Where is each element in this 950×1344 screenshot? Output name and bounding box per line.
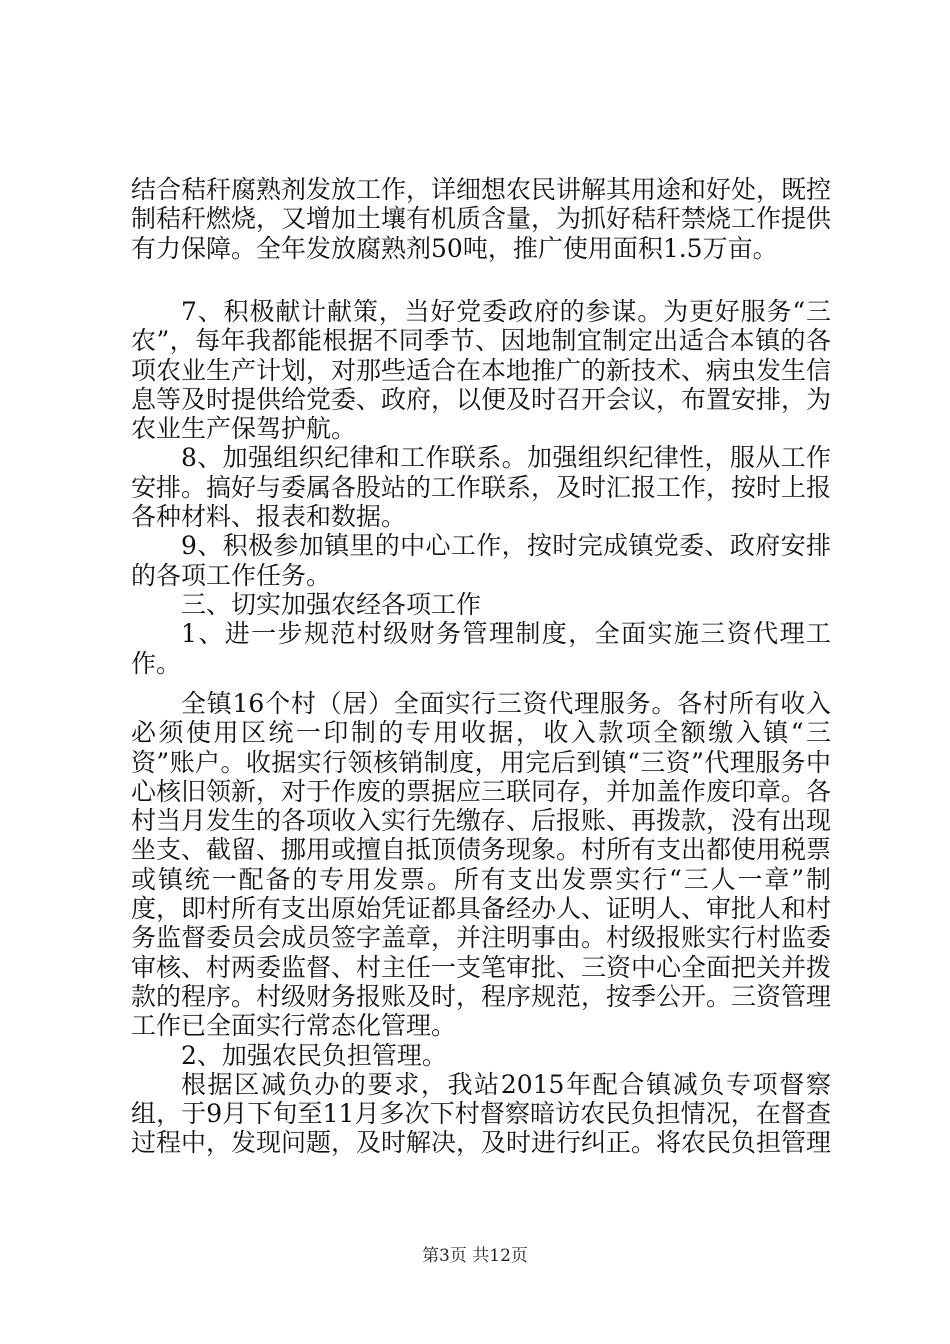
page-number-footer: 第3页 共12页 [422,1246,528,1266]
paragraph-straw-decomposer [131,175,831,263]
subheading-2: 2、加强农民负担管理。 [181,1040,447,1070]
paragraph-item-8: 8、加强组织纪律和工作联系。加强组织纪律性，服从工作安排。搞好与委属各股站的工作联系，及时汇报工作，按时上报各种材料、报表和数据。 [131,443,832,532]
section-heading-3: 三、切实加强农经各项工作 [181,589,482,619]
paragraph-three-assets-text: 全镇16个村（居）全面实行三资代理服务。各村所有收入必须使用区统一印制的专用收据，收入款项全额缴入镇“三资”账户。收据实行领核销制度，用完后到镇“三资”代理服务中心核旧领新，对于作废的票据应三联同存，并加盖作废印章。各村当月发生的各项收入实行先缴存、后报账、再拨款，没有出现坐支、截留、挪用或擅自抵顶债务现象。村所有支出都使用税票或镇统一配备的专用发票。所有支出发票实行“三人一章”制度，即村所有支出原始凭证都具备经办人、证明人、审批人和村务监督委员会成员签字盖章，并注明事由。村级报账实行村监委审核、村两委监督、村主任一支笔审批、三资中心全面把关并拨款的程序。村级财务报账及时，程序规范，按季公开。三资管理工作已全面实行常态化管理。 [131,689,832,1041]
paragraph-item-9: 9、积极参加镇里的中心工作，按时完成镇党委、政府安排的各项工作任务。 [131,531,831,590]
paragraph-section-7-9 [131,297,831,678]
paragraph-item-7: 7、积极献计献策，当好党委政府的参谋。为更好服务“三农”，每年我都能根据不同季节、因地制宜制定出适合本镇的各项农业生产计划，对那些适合在本地推广的新技术、病虫发生信息等及时提供给党委、政府，以便及时召开会议，布置安排，为农业生产保驾护航。 [131,297,832,444]
subheading-1: 1、进一步规范村级财务管理制度，全面实施三资代理工作。 [131,619,831,678]
paragraph-three-assets [131,689,831,1158]
paragraph-text: 结合秸秆腐熟剂发放工作，详细想农民讲解其用途和好处，既控制秸秆燃烧，又增加土壤有机质含量，为抓好秸秆禁烧工作提供有力保障。全年发放腐熟剂50吨，推广使用面积1.5万亩。 [131,175,832,263]
paragraph-burden-management: 根据区减负办的要求，我站2015年配合镇减负专项督察组，于9月下旬至11月多次下村督察暗访农民负担情况，在督查过程中，发现问题，及时解决，及时进行纠正。将农民负担管理 [131,1069,832,1158]
